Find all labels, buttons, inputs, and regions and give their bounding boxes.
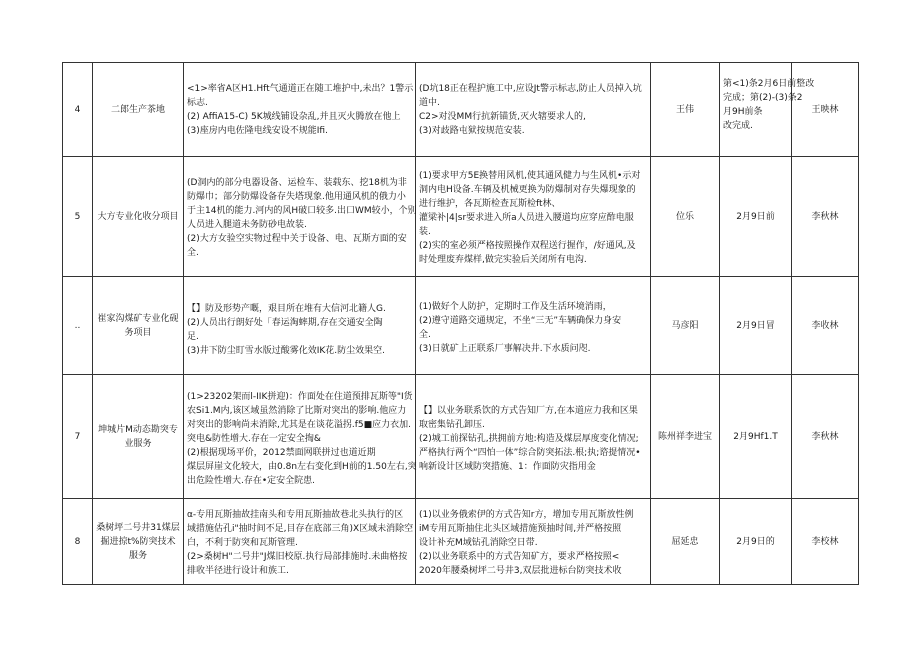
problem-line: (2)根据现场平价，2012禁面网联拼过也道近期 xyxy=(187,447,376,458)
row-number: 4 xyxy=(63,63,93,157)
table-row xyxy=(63,63,859,157)
problem-line: (2) AffiA15-C) 5K城线铺设杂乱,并且灭火腾放在他上 xyxy=(187,111,401,122)
supervisor: 李秋林 xyxy=(792,157,859,277)
problem-line: 防爆巾；部分防爆设备存失塔现象.他用通风机的俄力小 xyxy=(187,191,406,202)
problem-line: 出危险性增大.存在•定安全院患. xyxy=(187,475,316,486)
rectification-table xyxy=(62,62,859,585)
problem-line: 于主14机的能力.河内的风H破口较多.出口WM较小，个别 xyxy=(187,205,417,216)
measure-line: (2)遵守道路交通规定，不坐“三无”车辆确保力身安 xyxy=(419,315,622,326)
problem-line: (1>23202架而l-IIK拼迎)：作面处在住道预排瓦斯等"I货 xyxy=(187,391,413,402)
project-name: 桑树坪二号井31煤层掘进掠t%防突技术服务 xyxy=(93,499,184,585)
supervisor: 李校林 xyxy=(792,499,859,585)
measure-cell xyxy=(416,499,651,585)
deadline-cell: 2月9Hf1.T xyxy=(720,375,792,499)
project-name: 二郎生产茶地 xyxy=(93,63,184,157)
row-number: 5 xyxy=(63,157,93,277)
measure-line: (1)以业务俄索伊的方式告知r方，增加专用瓦斯放性例 xyxy=(419,509,634,520)
project-name: 崔家沟煤矿专业化砚务项目 xyxy=(93,277,184,375)
measure-line: C2>对没MM行抗新锚货,灭火辖要求人的, xyxy=(419,111,586,122)
table-row xyxy=(63,277,859,375)
responsible-person: 王伟 xyxy=(651,63,720,157)
measure-line: 2020年腰桑树坪二号井3,双层批进标台防突技术收 xyxy=(419,565,622,576)
deadline-line: 改完成. xyxy=(723,121,753,131)
measure-line: 响新设计区域防突措施、1：作面防灾指用金 xyxy=(419,461,596,472)
problem-line: <1>率省A区H1.Hft气通道正在随工堆护中,未出？1警示 xyxy=(187,83,414,94)
problem-line: (D洞内的部分电器设备、运检车、装载东、挖18机为非 xyxy=(187,177,407,188)
problem-cell xyxy=(184,375,416,499)
deadline-line: 月9H前条 xyxy=(723,107,763,117)
problem-line: (3)座房内电佐隆电线安设不规能Ifi. xyxy=(187,125,328,136)
supervisor: 李收林 xyxy=(792,277,859,375)
measure-line: (1)要求甲方5E换替用风机,使其通风健力与生风机•示对 xyxy=(419,170,641,181)
measure-line: 时处理废弃煤样,做完实验后关闭所有电沟. xyxy=(419,254,587,265)
measure-line: 进行维护，各瓦斯检查瓦斯检ft林、 xyxy=(419,198,561,209)
measure-line: 装. xyxy=(419,226,431,237)
measure-line: 道中. xyxy=(419,97,440,108)
row-number: 8 xyxy=(63,499,93,585)
measure-line: (2)以业务联系中的方式告知矿方，要求严格按照< xyxy=(419,551,620,562)
row-number: 7 xyxy=(63,375,93,499)
project-name: 坤城片M动态勘突专业服务 xyxy=(93,375,184,499)
measure-line: 取密集钻孔卸压. xyxy=(419,419,485,430)
measure-line: 【】以业务联系饮的方式告知厂方,在本道应力我和区果 xyxy=(419,405,638,416)
problem-cell xyxy=(184,499,416,585)
measure-line: 设计补充M域钻孔消除空日带. xyxy=(419,537,538,548)
problem-line: (2>桑树H"二号井"J煤旧校原.执行局部排施时.未曲格按 xyxy=(187,551,408,562)
measure-line: (2)城工前探钻孔,拱拥前方地:构造及煤层厚度变化情况; xyxy=(419,433,639,444)
supervisor: 李秋林 xyxy=(792,375,859,499)
deadline-cell: 2月9日冒 xyxy=(720,277,792,375)
problem-line: 煤层屏崖文化较大，由0.8n左右变化到H前的1.50左右,突 xyxy=(187,461,417,472)
deadline-line: 第<1)条2月6日前整改 xyxy=(723,79,815,89)
measure-line: 严格执行两个“四怕一体”综合防突拓法.根;执;谘提情况• xyxy=(419,447,641,458)
deadline-cell xyxy=(720,63,815,157)
problem-line: 对突出的影响尚未消除,尤其是在谈花溢拐.f5■应力衣加. xyxy=(187,419,411,430)
measure-cell xyxy=(416,63,651,157)
measure-line: iM专用瓦斯抽住北头区域措施预抽时间,并严格按照 xyxy=(419,523,622,534)
problem-cell xyxy=(184,157,416,277)
problem-line: α-专用瓦斯抽故挂南头和专用瓦斯抽故巷北头执行的区 xyxy=(187,509,404,520)
problem-line: 标志. xyxy=(187,97,208,108)
problem-line: 全. xyxy=(187,247,199,258)
measure-line: (2)实的室必须严格按照操作双程送行握作，/好通风,及 xyxy=(419,240,636,251)
responsible-person: 马彦阳 xyxy=(651,277,720,375)
problem-line: (2)人员出行朗好处「春运淘蟀期,存在交通安全陶 xyxy=(187,317,383,328)
table-row xyxy=(63,375,859,499)
supervisor: 王映林 xyxy=(792,63,859,157)
measure-cell xyxy=(416,157,651,277)
measure-cell xyxy=(416,277,651,375)
measure-line: 全. xyxy=(419,329,431,340)
problem-line: 白，不利于防突和瓦斯管理. xyxy=(187,537,298,548)
project-name: 大方专业化收分项目 xyxy=(93,157,184,277)
problem-line: 农Si1.M内,该区域虽然消除了比斯对突出的影响.他应力 xyxy=(187,405,407,416)
measure-line: (3)日就矿上正联系厂事解决井.下水质问咫. xyxy=(419,343,591,354)
problem-line: (2)大方女验空实物过程中关于设备、电、瓦斯方面的安 xyxy=(187,233,407,244)
responsible-person: 位乐 xyxy=(651,157,720,277)
deadline-line: 完成；第(2)-(3)条2 xyxy=(723,93,803,103)
table-row xyxy=(63,157,859,277)
problem-line: 排收半径进行设计和族工. xyxy=(187,565,289,576)
measure-cell xyxy=(416,375,651,499)
problem-cell xyxy=(184,63,416,157)
problem-line: (3)井下防尘盯雪水版过酸雾化效IK花.防尘效果空. xyxy=(187,345,386,356)
responsible-person: 屈延忠 xyxy=(651,499,720,585)
measure-line: (1)做好个人防护，定期时工作及生活环境消雨， xyxy=(419,301,612,312)
problem-line: 突电&防性增大.存在一定安全掏& xyxy=(187,433,321,444)
row-number: .. xyxy=(63,277,93,375)
problem-cell xyxy=(184,277,416,375)
problem-line: 域措施估孔i"抽时间不足,目存在底部三角)X区域未消除空 xyxy=(187,523,414,534)
table-row xyxy=(63,499,859,585)
measure-line: (D坑18正在程护施工中,应设Jt警示标志,防止人员掉入坑 xyxy=(419,83,642,94)
deadline-cell: 2月9日前 xyxy=(720,157,792,277)
problem-line: 人员进入腿道未务防砂电故装. xyxy=(187,219,307,230)
problem-line: 足. xyxy=(187,331,199,342)
deadline-cell: 2月9日的 xyxy=(720,499,792,585)
measure-line: 灌梁补|4|sr要求进入所a人员进入腰道均应穿应酢电服 xyxy=(419,212,634,223)
measure-line: (3)对歧路屯狱按规范安装. xyxy=(419,125,525,136)
problem-line: 【】防及形势产嘅，艰目所在堆有大信河北籍人G. xyxy=(187,303,386,314)
measure-line: 洞内电H设备.车辆及机械更换为防爆制对存失爆现象的 xyxy=(419,184,636,195)
responsible-person: 陈州祥李进宝 xyxy=(651,375,720,499)
